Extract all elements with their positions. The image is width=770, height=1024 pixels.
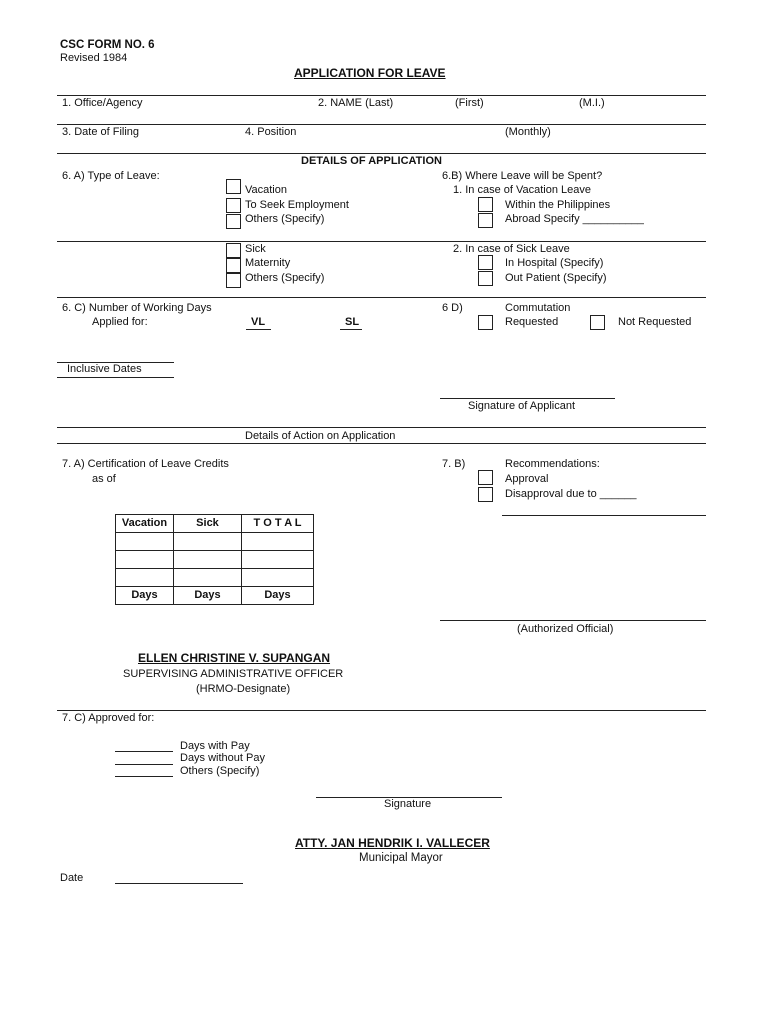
- vl-label: VL: [251, 316, 266, 328]
- disapproval-reason-line: [502, 515, 706, 516]
- type-of-leave-label: 6. A) Type of Leave:: [62, 170, 160, 182]
- vacation-checkbox[interactable]: [226, 179, 241, 194]
- certification-label: 7. A) Certification of Leave Credits: [62, 458, 229, 470]
- applied-for-label: Applied for:: [92, 316, 148, 328]
- total-credit-cell[interactable]: [242, 533, 314, 551]
- not-requested-checkbox[interactable]: [590, 315, 605, 330]
- signature-label: Signature: [384, 798, 432, 810]
- requested-label: Requested: [505, 316, 559, 328]
- vacation-credit-cell[interactable]: [116, 533, 174, 551]
- vacation-credit-cell[interactable]: [116, 551, 174, 569]
- total-credit-cell[interactable]: [242, 551, 314, 569]
- mayor-name: ATTY. JAN HENDRIK I. VALLECER: [295, 836, 490, 850]
- days-with-pay-label: Days with Pay: [180, 740, 250, 752]
- applicant-signature-line: [440, 398, 615, 399]
- divider: [57, 297, 706, 298]
- sick-credit-cell[interactable]: [174, 569, 242, 587]
- maternity-checkbox[interactable]: [226, 258, 241, 273]
- others-a-checkbox[interactable]: [226, 214, 241, 229]
- name-last-label: 2. NAME (Last): [318, 97, 394, 109]
- as-of-label: as of: [92, 473, 116, 485]
- recommendations-number-label: 7. B): [442, 458, 466, 470]
- divider: [57, 153, 706, 154]
- vacation-days-footer: Days: [116, 587, 174, 605]
- sick-checkbox[interactable]: [226, 243, 241, 258]
- hrmo-designation: (HRMO-Designate): [196, 683, 291, 695]
- signature-applicant-label: Signature of Applicant: [468, 400, 576, 412]
- vacation-option-label: Vacation: [245, 184, 287, 196]
- not-requested-label: Not Requested: [618, 316, 692, 328]
- date-line[interactable]: [115, 883, 243, 884]
- form-number: CSC FORM NO. 6: [60, 39, 155, 51]
- details-of-application-heading: DETAILS OF APPLICATION: [301, 155, 442, 167]
- sl-underline: [340, 329, 362, 330]
- working-days-label: 6. C) Number of Working Days: [62, 302, 212, 314]
- approved-for-label: 7. C) Approved for:: [62, 712, 155, 724]
- approval-checkbox[interactable]: [478, 470, 493, 485]
- authorized-official-label: (Authorized Official): [517, 623, 614, 635]
- others-a-option-label: Others (Specify): [245, 213, 325, 225]
- others-specify-line: [115, 776, 173, 777]
- table-row: [116, 551, 314, 569]
- form-title: APPLICATION FOR LEAVE: [294, 66, 446, 80]
- sick-case-label: 2. In case of Sick Leave: [453, 243, 570, 255]
- days-without-pay-label: Days without Pay: [180, 752, 265, 764]
- vl-underline: [246, 329, 271, 330]
- in-hospital-checkbox[interactable]: [478, 255, 493, 270]
- divider: [57, 241, 706, 242]
- maternity-option-label: Maternity: [245, 257, 291, 269]
- where-spent-label: 6.B) Where Leave will be Spent?: [442, 170, 603, 182]
- disapproval-label: Disapproval due to ______: [505, 488, 637, 500]
- leave-credits-table: [115, 514, 314, 605]
- disapproval-checkbox[interactable]: [478, 487, 493, 502]
- recommendations-title: Recommendations:: [505, 458, 600, 470]
- within-philippines-label: Within the Philippines: [505, 199, 611, 211]
- sick-credit-cell[interactable]: [174, 533, 242, 551]
- abroad-checkbox[interactable]: [478, 213, 493, 228]
- table-row: [116, 569, 314, 587]
- sick-header: Sick: [174, 515, 242, 533]
- total-days-footer: Days: [242, 587, 314, 605]
- vacation-case-label: 1. In case of Vacation Leave: [453, 184, 591, 196]
- in-hospital-label: In Hospital (Specify): [505, 257, 604, 269]
- commutation-title: Commutation: [505, 302, 571, 314]
- vacation-credit-cell[interactable]: [116, 569, 174, 587]
- mayor-title: Municipal Mayor: [359, 852, 443, 864]
- days-without-pay-line: [115, 764, 173, 765]
- divider: [57, 124, 706, 125]
- revised-note: Revised 1984: [60, 52, 128, 64]
- commutation-number-label: 6 D): [442, 302, 463, 314]
- others-b-option-label: Others (Specify): [245, 272, 325, 284]
- others-b-checkbox[interactable]: [226, 273, 241, 288]
- divider: [57, 427, 706, 428]
- divider: [57, 710, 706, 711]
- out-patient-label: Out Patient (Specify): [505, 272, 607, 284]
- divider: [57, 95, 706, 96]
- position-label: 4. Position: [245, 126, 297, 138]
- inclusive-dates-label: Inclusive Dates: [67, 363, 142, 375]
- inclusive-dates-line: [57, 377, 174, 378]
- authorized-signature-line: [440, 620, 706, 621]
- total-credit-cell[interactable]: [242, 569, 314, 587]
- hrmo-title: SUPERVISING ADMINISTRATIVE OFFICER: [123, 668, 344, 680]
- table-row: [116, 587, 314, 605]
- abroad-label: Abroad Specify __________: [505, 213, 644, 225]
- sick-credit-cell[interactable]: [174, 551, 242, 569]
- table-row: [116, 533, 314, 551]
- date-filing-label: 3. Date of Filing: [62, 126, 140, 138]
- details-of-action-heading: Details of Action on Application: [245, 430, 396, 442]
- within-philippines-checkbox[interactable]: [478, 197, 493, 212]
- sl-label: SL: [345, 316, 360, 328]
- monthly-label: (Monthly): [505, 126, 551, 138]
- date-label: Date: [60, 872, 84, 884]
- divider: [57, 443, 706, 444]
- name-mi-label: (M.I.): [579, 97, 605, 109]
- seek-employment-checkbox[interactable]: [226, 198, 241, 213]
- table-row: [116, 515, 314, 533]
- days-with-pay-line: [115, 751, 173, 752]
- sick-days-footer: Days: [174, 587, 242, 605]
- seek-employment-option-label: To Seek Employment: [245, 199, 349, 211]
- total-header: T O T A L: [242, 515, 314, 533]
- others-specify-label: Others (Specify): [180, 765, 260, 777]
- sick-option-label: Sick: [245, 243, 266, 255]
- approval-label: Approval: [505, 473, 549, 485]
- requested-checkbox[interactable]: [478, 315, 493, 330]
- hrmo-name: ELLEN CHRISTINE V. SUPANGAN: [138, 651, 331, 665]
- office-agency-label: 1. Office/Agency: [62, 97, 143, 109]
- name-first-label: (First): [455, 97, 484, 109]
- vacation-header: Vacation: [116, 515, 174, 533]
- out-patient-checkbox[interactable]: [478, 271, 493, 286]
